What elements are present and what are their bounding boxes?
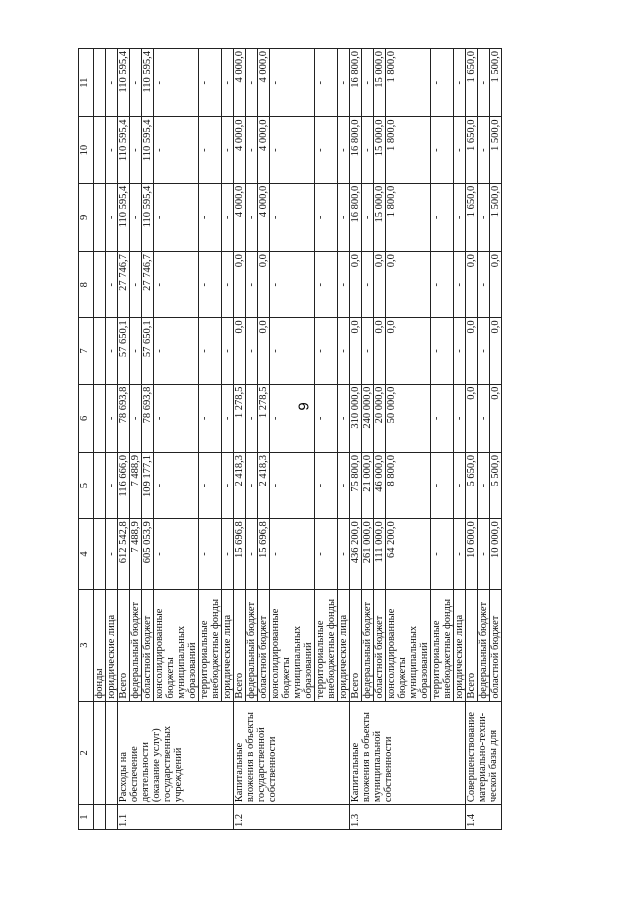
header-cell: 6 (79, 384, 94, 452)
value-cell: - (199, 117, 222, 183)
value-cell: - (431, 49, 454, 117)
value-cell: 20 000,0 (374, 384, 386, 452)
value-cell: 0,0 (234, 318, 246, 384)
value-cell: - (362, 183, 374, 251)
value-cell: 4 000,0 (234, 183, 246, 251)
value-cell: - (199, 453, 222, 519)
funding-source-cell: Всего (466, 589, 478, 701)
value-cell: - (154, 183, 199, 251)
funding-source-cell: юридические лица (106, 589, 118, 701)
value-cell: - (154, 384, 199, 452)
value-cell: - (106, 117, 118, 183)
value-cell: - (246, 453, 258, 519)
header-cell: 8 (79, 252, 94, 318)
value-cell (94, 453, 106, 519)
value-cell: 110 595,4 (118, 183, 130, 251)
value-cell: 27 746,7 (118, 252, 130, 318)
value-cell: - (130, 49, 142, 117)
value-cell: - (270, 252, 315, 318)
value-cell: - (338, 384, 350, 452)
value-cell: - (315, 384, 338, 452)
funding-source-cell: юридические лица (222, 589, 234, 701)
funding-source-cell: территориальные внебюджетные фонды (315, 589, 338, 701)
value-cell (94, 384, 106, 452)
table-row (234, 49, 246, 830)
value-cell: - (270, 384, 315, 452)
value-cell: - (130, 252, 142, 318)
value-cell: 110 595,4 (142, 117, 154, 183)
value-cell: - (454, 49, 466, 117)
funding-source-cell: консолидированные бюджеты муниципальных образований (386, 589, 431, 701)
row-number-cell: 1.3 (350, 805, 466, 830)
value-cell: 1 278,5 (258, 384, 270, 452)
value-cell: - (222, 49, 234, 117)
funding-source-cell: юридические лица (454, 589, 466, 701)
value-cell: - (431, 252, 454, 318)
value-cell: 261 000,0 (362, 519, 374, 589)
value-cell: - (246, 519, 258, 589)
table-body (79, 49, 502, 830)
value-cell: - (222, 453, 234, 519)
funding-source-cell: областной бюджет (258, 589, 270, 701)
value-cell: - (106, 453, 118, 519)
value-cell: 110 595,4 (142, 183, 154, 251)
funding-source-cell: Всего (350, 589, 362, 701)
value-cell: - (454, 252, 466, 318)
value-cell: 15 000,0 (374, 117, 386, 183)
funding-source-cell: федеральный бюджет (362, 589, 374, 701)
value-cell: 0,0 (490, 252, 502, 318)
value-cell: - (270, 49, 315, 117)
value-cell: 240 000,0 (362, 384, 374, 452)
value-cell: - (478, 318, 490, 384)
value-cell: - (106, 384, 118, 452)
header-cell: 4 (79, 519, 94, 589)
row-number-cell: 1.1 (118, 805, 234, 830)
page-number: 9 (295, 402, 313, 411)
value-cell: - (338, 318, 350, 384)
header-cell: 9 (79, 183, 94, 251)
value-cell: - (431, 453, 454, 519)
value-cell: - (362, 49, 374, 117)
measure-name-cell: Совершенствование материально-техни-ческой базы для (466, 701, 502, 805)
value-cell: - (454, 117, 466, 183)
value-cell: - (478, 453, 490, 519)
value-cell: 1 500,0 (490, 117, 502, 183)
value-cell: 612 542,8 (118, 519, 130, 589)
funding-source-cell: консолидированные бюджеты муниципальных образований (270, 589, 315, 701)
value-cell: 4 000,0 (258, 49, 270, 117)
value-cell: 4 000,0 (258, 183, 270, 251)
value-cell: - (246, 384, 258, 452)
value-cell: - (478, 519, 490, 589)
header-cell: 7 (79, 318, 94, 384)
value-cell: 310 000,0 (350, 384, 362, 452)
value-cell: 110 595,4 (142, 49, 154, 117)
value-cell: 64 200,0 (386, 519, 431, 589)
row-number-cell (94, 805, 106, 830)
value-cell: - (315, 519, 338, 589)
value-cell: - (130, 183, 142, 251)
value-cell: 111 000,0 (374, 519, 386, 589)
funding-source-cell: фонды (94, 589, 106, 701)
value-cell: - (154, 318, 199, 384)
value-cell: 75 800,0 (350, 453, 362, 519)
value-cell: - (106, 49, 118, 117)
value-cell: 0,0 (374, 318, 386, 384)
value-cell (94, 519, 106, 589)
value-cell: - (199, 49, 222, 117)
value-cell: 27 746,7 (142, 252, 154, 318)
value-cell: - (222, 183, 234, 251)
value-cell: 1 650,0 (466, 49, 478, 117)
header-cell: 1 (79, 805, 94, 830)
value-cell: - (130, 117, 142, 183)
value-cell: 0,0 (258, 252, 270, 318)
value-cell: 78 693,8 (118, 384, 130, 452)
value-cell: 16 800,0 (350, 183, 362, 251)
value-cell: 1 650,0 (466, 117, 478, 183)
value-cell: 0,0 (374, 252, 386, 318)
value-cell: - (106, 318, 118, 384)
value-cell: - (454, 318, 466, 384)
header-cell: 5 (79, 453, 94, 519)
value-cell: - (478, 384, 490, 452)
value-cell: 57 650,1 (142, 318, 154, 384)
value-cell: 16 800,0 (350, 49, 362, 117)
value-cell: - (222, 117, 234, 183)
value-cell: 8 800,0 (386, 453, 431, 519)
value-cell: - (199, 519, 222, 589)
value-cell: 46 000,0 (374, 453, 386, 519)
value-cell: - (154, 117, 199, 183)
value-cell: - (270, 519, 315, 589)
value-cell: - (270, 117, 315, 183)
funding-source-cell: юридические лица (338, 589, 350, 701)
value-cell: 0,0 (350, 252, 362, 318)
value-cell: - (246, 117, 258, 183)
funding-source-cell: территориальные внебюджетные фонды (431, 589, 454, 701)
value-cell: 7 488,9 (130, 453, 142, 519)
table-row (350, 49, 362, 830)
value-cell: 1 650,0 (466, 183, 478, 251)
funding-source-cell: федеральный бюджет (246, 589, 258, 701)
value-cell: 110 595,4 (118, 49, 130, 117)
header-cell: 2 (79, 701, 94, 805)
value-cell (94, 252, 106, 318)
funding-source-cell: областной бюджет (374, 589, 386, 701)
value-cell: 0,0 (386, 318, 431, 384)
value-cell: 15 000,0 (374, 49, 386, 117)
value-cell: - (154, 519, 199, 589)
value-cell: 0,0 (386, 252, 431, 318)
value-cell: - (222, 252, 234, 318)
value-cell: - (199, 384, 222, 452)
value-cell: 15 000,0 (374, 183, 386, 251)
value-cell: - (222, 318, 234, 384)
table-row (118, 49, 130, 830)
value-cell: - (454, 183, 466, 251)
value-cell: - (154, 453, 199, 519)
value-cell: 0,0 (234, 252, 246, 318)
value-cell: - (338, 252, 350, 318)
value-cell (94, 49, 106, 117)
value-cell (94, 318, 106, 384)
value-cell: 15 696,8 (234, 519, 246, 589)
value-cell: 10 600,0 (466, 519, 478, 589)
funding-source-cell: Всего (234, 589, 246, 701)
value-cell: - (154, 49, 199, 117)
value-cell: 15 696,8 (258, 519, 270, 589)
measure-name-cell (106, 701, 118, 805)
measure-name-cell (94, 701, 106, 805)
value-cell (94, 183, 106, 251)
value-cell: - (431, 117, 454, 183)
funding-source-cell: консолидированные бюджеты муниципальных образований (154, 589, 199, 701)
measure-name-cell: Капитальные вложения в объекты государственной собственности (234, 701, 350, 805)
value-cell: - (431, 384, 454, 452)
funding-source-cell: Всего (118, 589, 130, 701)
header-row (79, 49, 94, 830)
table-row (106, 49, 118, 830)
value-cell: - (154, 252, 199, 318)
value-cell: 1 800,0 (386, 117, 431, 183)
header-cell: 3 (79, 589, 94, 701)
value-cell: - (315, 117, 338, 183)
row-number-cell: 1.2 (234, 805, 350, 830)
value-cell: - (431, 519, 454, 589)
value-cell: 1 800,0 (386, 49, 431, 117)
value-cell: 5 650,0 (466, 453, 478, 519)
value-cell: 4 000,0 (234, 117, 246, 183)
value-cell: - (246, 318, 258, 384)
value-cell: - (454, 519, 466, 589)
value-cell: - (246, 183, 258, 251)
value-cell: - (338, 453, 350, 519)
value-cell: 0,0 (466, 252, 478, 318)
value-cell: - (199, 252, 222, 318)
value-cell: 2 418,3 (258, 453, 270, 519)
value-cell: - (199, 183, 222, 251)
value-cell: - (199, 318, 222, 384)
value-cell: - (246, 49, 258, 117)
funding-source-cell: территориальные внебюджетные фонды (199, 589, 222, 701)
table-row (94, 49, 106, 830)
value-cell: - (362, 318, 374, 384)
value-cell: 436 200,0 (350, 519, 362, 589)
value-cell: - (338, 519, 350, 589)
row-number-cell: 1.4 (466, 805, 502, 830)
value-cell (94, 117, 106, 183)
measure-name-cell: Расходы на обеспечение деятельности (оказание услуг) государственных учреждений (118, 701, 234, 805)
value-cell: 7 488,9 (130, 519, 142, 589)
funding-source-cell: федеральный бюджет (130, 589, 142, 701)
value-cell: - (454, 384, 466, 452)
header-cell: 10 (79, 117, 94, 183)
value-cell: - (478, 49, 490, 117)
funding-source-cell: федеральный бюджет (478, 589, 490, 701)
value-cell: 4 000,0 (234, 49, 246, 117)
value-cell: 110 595,4 (118, 117, 130, 183)
value-cell: - (315, 252, 338, 318)
value-cell: - (315, 453, 338, 519)
value-cell: 116 666,0 (118, 453, 130, 519)
value-cell: - (222, 519, 234, 589)
value-cell: - (246, 252, 258, 318)
value-cell: 21 000,0 (362, 453, 374, 519)
value-cell: 57 650,1 (118, 318, 130, 384)
value-cell: - (338, 117, 350, 183)
value-cell: 0,0 (258, 318, 270, 384)
value-cell: - (454, 453, 466, 519)
value-cell: - (270, 453, 315, 519)
value-cell: - (338, 49, 350, 117)
value-cell: 0,0 (350, 318, 362, 384)
value-cell: - (315, 318, 338, 384)
value-cell: - (270, 183, 315, 251)
value-cell: - (362, 117, 374, 183)
value-cell: 78 693,8 (142, 384, 154, 452)
value-cell: - (478, 183, 490, 251)
value-cell: 0,0 (466, 318, 478, 384)
value-cell: - (106, 252, 118, 318)
value-cell: - (431, 318, 454, 384)
value-cell: - (222, 384, 234, 452)
value-cell: 109 177,1 (142, 453, 154, 519)
value-cell: 5 500,0 (490, 453, 502, 519)
value-cell: - (270, 318, 315, 384)
funding-source-cell: областной бюджет (142, 589, 154, 701)
value-cell: 4 000,0 (258, 117, 270, 183)
value-cell: - (478, 252, 490, 318)
value-cell: 0,0 (490, 384, 502, 452)
header-cell: 11 (79, 49, 94, 117)
value-cell: - (431, 183, 454, 251)
budget-table (78, 48, 502, 830)
value-cell: 0,0 (466, 384, 478, 452)
row-number-cell (106, 805, 118, 830)
value-cell: 50 000,0 (386, 384, 431, 452)
value-cell: 1 800,0 (386, 183, 431, 251)
value-cell: 2 418,3 (234, 453, 246, 519)
value-cell: - (315, 183, 338, 251)
table-row (466, 49, 478, 830)
value-cell: - (106, 183, 118, 251)
value-cell: 1 500,0 (490, 183, 502, 251)
value-cell: - (130, 318, 142, 384)
value-cell: - (106, 519, 118, 589)
value-cell: 605 053,9 (142, 519, 154, 589)
value-cell: 10 000,0 (490, 519, 502, 589)
value-cell: - (338, 183, 350, 251)
measure-name-cell: Капитальные вложения в объекты муниципальной собственности (350, 701, 466, 805)
value-cell: 16 800,0 (350, 117, 362, 183)
value-cell: 1 278,5 (234, 384, 246, 452)
value-cell: - (130, 384, 142, 452)
value-cell: - (362, 252, 374, 318)
value-cell: - (478, 117, 490, 183)
value-cell: - (315, 49, 338, 117)
value-cell: 1 500,0 (490, 49, 502, 117)
value-cell: 0,0 (490, 318, 502, 384)
funding-source-cell: областной бюджет (490, 589, 502, 701)
rotated-table-container (78, 48, 606, 830)
